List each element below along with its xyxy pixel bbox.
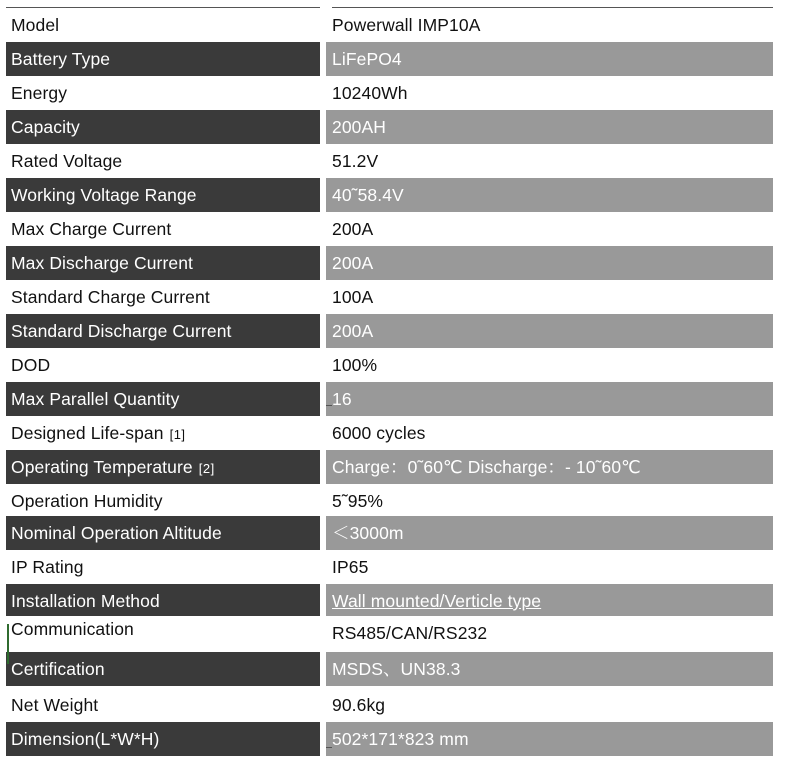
spec-label-text: Max Discharge Current bbox=[11, 253, 194, 273]
spec-label bbox=[6, 516, 320, 550]
spec-value: 502*171*823 mm bbox=[326, 722, 773, 756]
spec-label bbox=[6, 212, 320, 246]
spec-row-operation-humidity bbox=[0, 484, 793, 518]
tick-mark bbox=[326, 405, 332, 406]
spec-row-designed-life-span bbox=[0, 416, 793, 450]
spec-row-dod bbox=[0, 348, 793, 382]
footnote-marker: [2] bbox=[198, 461, 215, 476]
spec-label-text: Designed Life-span bbox=[11, 423, 164, 443]
spec-label bbox=[6, 314, 320, 348]
spec-row-standard-charge-current bbox=[0, 280, 793, 314]
spec-label bbox=[6, 450, 320, 484]
spec-label-text: DOD bbox=[11, 355, 51, 375]
spec-row-rated-voltage bbox=[0, 144, 793, 178]
footnote-marker: [1] bbox=[169, 427, 186, 442]
spec-value: 51.2V bbox=[326, 144, 773, 178]
spec-label-text: Certification bbox=[11, 659, 105, 679]
spec-label bbox=[6, 348, 320, 382]
spec-label bbox=[6, 246, 320, 280]
spec-value: 200A bbox=[326, 314, 773, 348]
spec-value: ＜3000m bbox=[326, 516, 773, 550]
spec-value: 40˜58.4V bbox=[326, 178, 773, 212]
spec-row-battery-type bbox=[0, 42, 793, 76]
spec-value: 16 bbox=[326, 382, 773, 416]
tick-mark bbox=[326, 747, 332, 748]
spec-label-text: Capacity bbox=[11, 117, 80, 137]
spec-label-text: Nominal Operation Altitude bbox=[11, 523, 222, 543]
spec-row-max-parallel-quantity bbox=[0, 382, 793, 416]
spec-label bbox=[6, 484, 320, 518]
spec-label-text: Communication bbox=[11, 619, 134, 639]
spec-label-text: Max Parallel Quantity bbox=[11, 389, 180, 409]
spec-label-text: Standard Charge Current bbox=[11, 287, 210, 307]
spec-row-operating-temperature bbox=[0, 450, 793, 484]
spec-row-standard-discharge-current bbox=[0, 314, 793, 348]
spec-row-nominal-operation-altitude bbox=[0, 516, 793, 550]
spec-value: 10240Wh bbox=[326, 76, 773, 110]
spec-value: 90.6kg bbox=[326, 688, 773, 722]
spec-row-installation-method bbox=[0, 584, 793, 618]
spec-row-max-charge-current bbox=[0, 212, 793, 246]
spec-label bbox=[6, 550, 320, 584]
spec-value: 100% bbox=[326, 348, 773, 382]
spec-label bbox=[6, 416, 320, 450]
spec-label bbox=[6, 144, 320, 178]
spec-row-dimension bbox=[0, 722, 793, 756]
spec-value: IP65 bbox=[326, 550, 773, 584]
spec-label-text: Installation Method bbox=[11, 591, 160, 611]
spec-label-text: Operating Temperature bbox=[11, 457, 193, 477]
spec-value: Charge：0˜60℃ Discharge：- 10˜60℃ bbox=[326, 450, 773, 484]
spec-label bbox=[6, 616, 320, 650]
spec-row-model bbox=[0, 8, 793, 42]
spec-label-text: Battery Type bbox=[11, 49, 111, 69]
spec-row-certification bbox=[0, 652, 793, 686]
spec-value: 100A bbox=[326, 280, 773, 314]
spec-value: RS485/CAN/RS232 bbox=[326, 616, 773, 650]
spec-value: 5˜95% bbox=[326, 484, 773, 518]
spec-value: 200AH bbox=[326, 110, 773, 144]
spec-label bbox=[6, 722, 320, 756]
spec-value: 6000 cycles bbox=[326, 416, 773, 450]
spec-row-net-weight bbox=[0, 688, 793, 722]
spec-row-working-voltage-range bbox=[0, 178, 793, 212]
spec-value: 200A bbox=[326, 212, 773, 246]
spec-value: MSDS、UN38.3 bbox=[326, 652, 773, 686]
spec-label-text: Rated Voltage bbox=[11, 151, 123, 171]
spec-label-text: Net Weight bbox=[11, 695, 99, 715]
spec-value: LiFePO4 bbox=[326, 42, 773, 76]
spec-label-text: Operation Humidity bbox=[11, 491, 163, 511]
spec-label-text: Standard Discharge Current bbox=[11, 321, 232, 341]
spec-label bbox=[6, 652, 320, 686]
spec-label bbox=[6, 178, 320, 212]
spec-label bbox=[6, 76, 320, 110]
spec-row-ip-rating bbox=[0, 550, 793, 584]
spec-label-text: Working Voltage Range bbox=[11, 185, 197, 205]
spec-label bbox=[6, 584, 320, 618]
spec-row-communication bbox=[0, 616, 793, 650]
spec-label bbox=[6, 42, 320, 76]
spec-label-text: Max Charge Current bbox=[11, 219, 172, 239]
spec-row-capacity bbox=[0, 110, 793, 144]
spec-label bbox=[6, 382, 320, 416]
edit-cursor-mark bbox=[7, 624, 9, 664]
spec-label bbox=[6, 8, 320, 42]
spec-value: Powerwall IMP10A bbox=[326, 8, 773, 42]
spec-label-text: IP Rating bbox=[11, 557, 84, 577]
spec-label-text: Model bbox=[11, 15, 60, 35]
spec-label-text: Energy bbox=[11, 83, 68, 103]
spec-label bbox=[6, 280, 320, 314]
spec-label-text: Dimension(L*W*H) bbox=[11, 729, 160, 749]
spec-row-energy bbox=[0, 76, 793, 110]
spec-row-max-discharge-current bbox=[0, 246, 793, 280]
spec-label bbox=[6, 688, 320, 722]
spec-label bbox=[6, 110, 320, 144]
spec-value: Wall mounted/Verticle type bbox=[326, 584, 773, 618]
spec-value: 200A bbox=[326, 246, 773, 280]
